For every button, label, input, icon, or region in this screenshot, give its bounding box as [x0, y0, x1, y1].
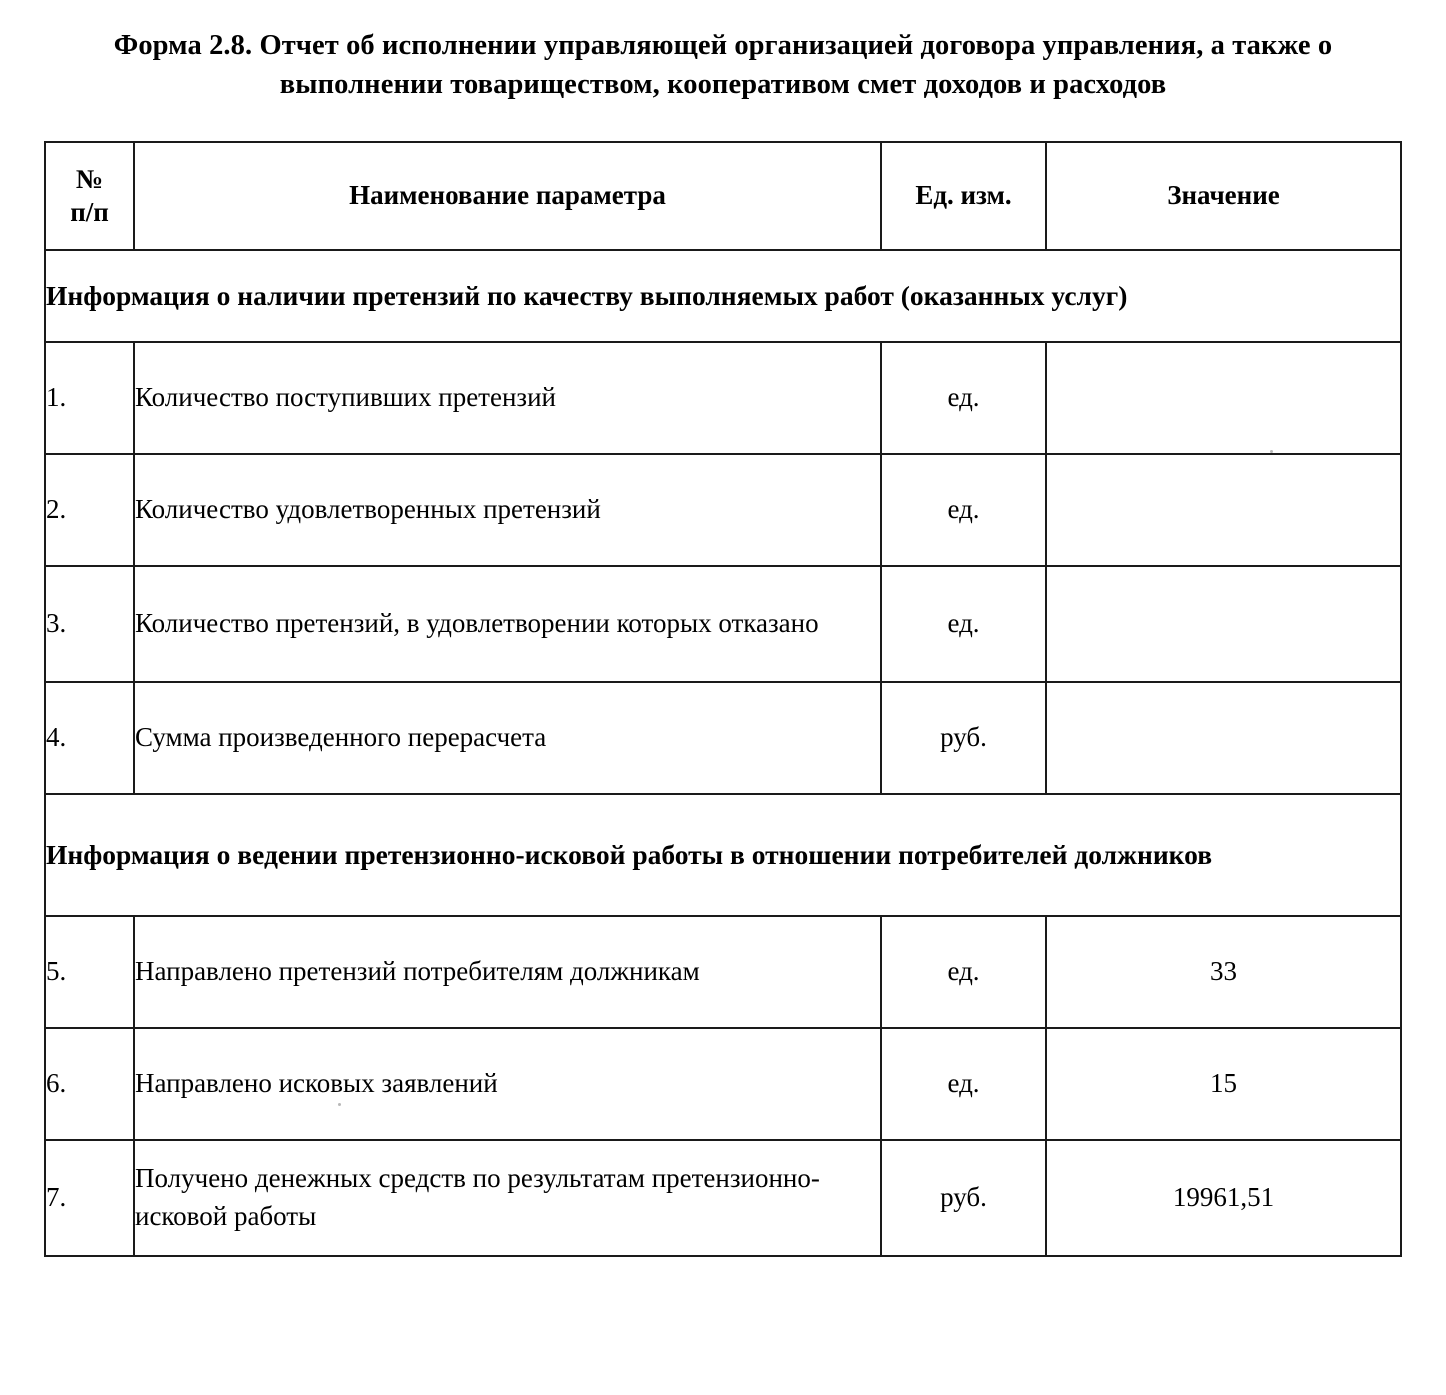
header-num-line2: п/п [70, 196, 109, 227]
header-cell-name: Наименование параметра [134, 142, 881, 250]
row-unit: руб. [881, 682, 1046, 794]
header-cell-value: Значение [1046, 142, 1401, 250]
row-parameter-name: Сумма произведенного перерасчета [134, 682, 881, 794]
row-unit: ед. [881, 454, 1046, 566]
scan-speck [1270, 450, 1273, 453]
row-number: 5. [45, 916, 134, 1028]
table-row [45, 342, 1401, 454]
row-number: 2. [45, 454, 134, 566]
row-unit: ед. [881, 916, 1046, 1028]
row-parameter-name: Количество претензий, в удовлетворении которых отказано [134, 566, 881, 682]
row-value: 33 [1046, 916, 1401, 1028]
row-number: 7. [45, 1140, 134, 1256]
row-value: 15 [1046, 1028, 1401, 1140]
row-value: 19961,51 [1046, 1140, 1401, 1256]
report-table [44, 141, 1402, 1257]
row-unit: руб. [881, 1140, 1046, 1256]
section-header-row [45, 250, 1401, 342]
header-num-line1: № [75, 164, 104, 195]
row-number: 3. [45, 566, 134, 682]
row-number: 6. [45, 1028, 134, 1140]
header-cell-num [45, 142, 134, 250]
table-row [45, 454, 1401, 566]
row-value [1046, 454, 1401, 566]
section-title-claims-debtors: Информация о ведении претензионно-исковой работы в отношении потребителей должников [45, 794, 1401, 916]
row-parameter-name: Направлено исковых заявлений [134, 1028, 881, 1140]
table-header-row [45, 142, 1401, 250]
row-parameter-name: Количество поступивших претензий [134, 342, 881, 454]
row-value [1046, 566, 1401, 682]
row-parameter-name: Получено денежных средств по результатам претензионно-исковой работы [134, 1140, 881, 1256]
row-parameter-name: Направлено претензий потребителям должникам [134, 916, 881, 1028]
row-unit: ед. [881, 566, 1046, 682]
section-header-row [45, 794, 1401, 916]
table-row [45, 682, 1401, 794]
table-row [45, 566, 1401, 682]
row-unit: ед. [881, 342, 1046, 454]
table-row [45, 1028, 1401, 1140]
table-row [45, 916, 1401, 1028]
row-number: 1. [45, 342, 134, 454]
row-value [1046, 342, 1401, 454]
section-title-claims-quality: Информация о наличии претензий по качеству выполняемых работ (оказанных услуг) [45, 250, 1401, 342]
page-title: Форма 2.8. Отчет об исполнении управляющей организацией договора управления, а также о выполнении товариществом, кооперативом смет доходов и расходов [113, 30, 1333, 101]
header-cell-unit: Ед. изм. [881, 142, 1046, 250]
scan-speck [338, 1103, 341, 1106]
row-value [1046, 682, 1401, 794]
row-number: 4. [45, 682, 134, 794]
row-unit: ед. [881, 1028, 1046, 1140]
table-row [45, 1140, 1401, 1256]
row-parameter-name: Количество удовлетворенных претензий [134, 454, 881, 566]
